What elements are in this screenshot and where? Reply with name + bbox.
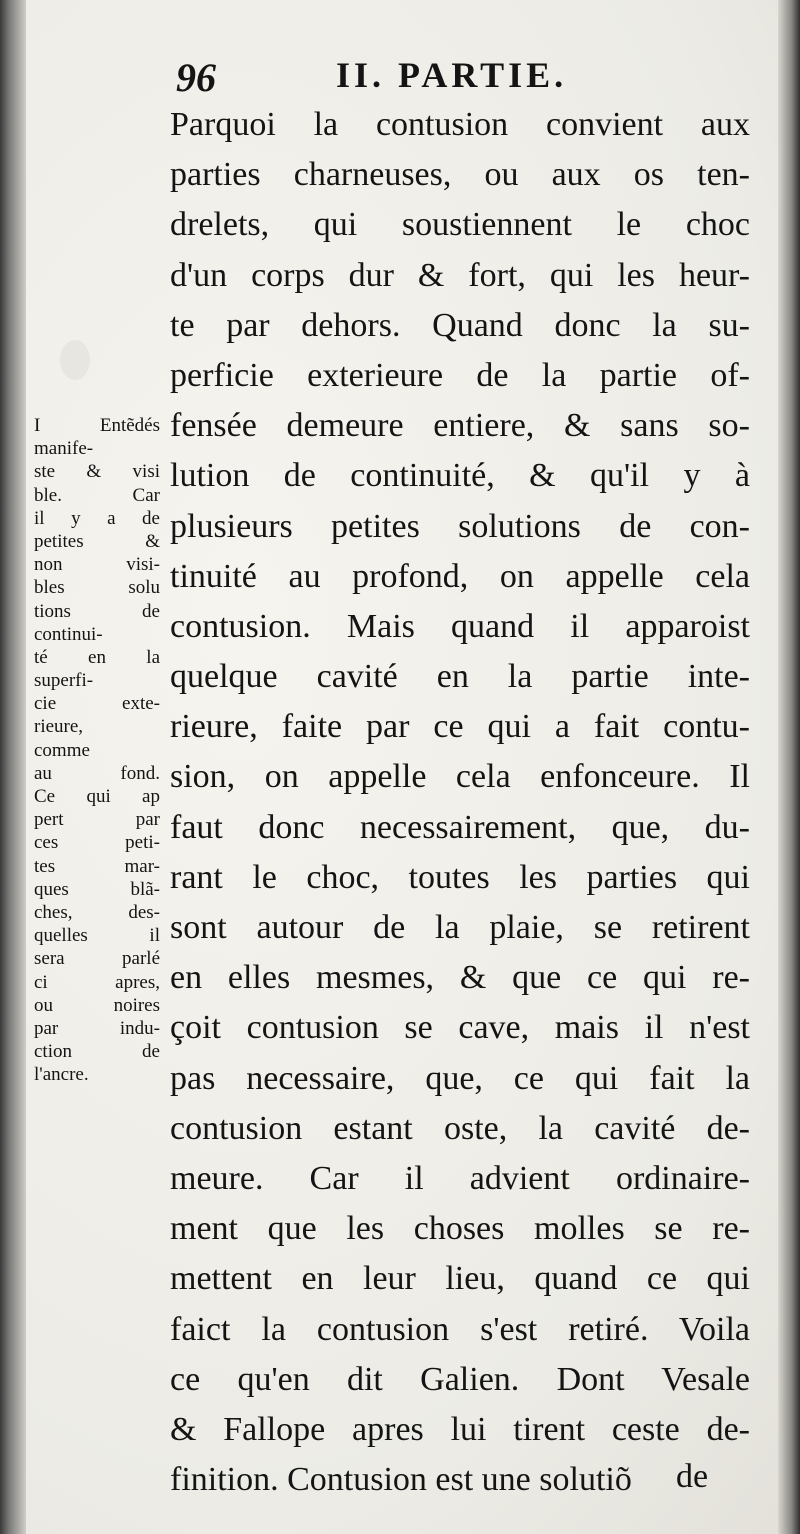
text-line: çoit contusion se cave, mais il n'est <box>170 1009 750 1047</box>
margin-note-line: quelles il <box>34 925 160 947</box>
margin-note-line: ci apres, <box>34 971 160 993</box>
text-line: meure. Car il advient ordinaire- <box>170 1159 750 1197</box>
text-line: fensée demeure entiere, & sans so- <box>170 407 750 445</box>
margin-note-line: ques blã- <box>34 878 160 900</box>
text-line: sion, on appelle cela enfonceure. Il <box>170 758 750 796</box>
text-line: en elles mesmes, & que ce qui re- <box>170 959 750 997</box>
margin-note-line: ste & visi <box>34 461 160 483</box>
text-line: contusion. Mais quand il apparoist <box>170 607 750 645</box>
text-line: te par dehors. Quand donc la su- <box>170 306 750 344</box>
margin-note-line: il y a de <box>34 507 160 529</box>
margin-note-line: non visi- <box>34 554 160 576</box>
margin-note-line: pert par <box>34 809 160 831</box>
margin-note-line: ction de <box>34 1041 160 1063</box>
margin-note-line: ou noires <box>34 994 160 1016</box>
text-line: faict la contusion s'est retiré. Voila <box>170 1310 750 1348</box>
margin-note-line: té en la <box>34 646 160 668</box>
margin-note-line: petites & <box>34 530 160 552</box>
main-text-block <box>170 100 750 1505</box>
margin-note-line: sera parlé <box>34 948 160 970</box>
text-line: Parquoi la contusion convient aux <box>170 106 750 143</box>
text-line: d'un corps dur & fort, qui les heur- <box>170 256 750 294</box>
text-line: contusion estant oste, la cavité de- <box>170 1109 750 1147</box>
text-line: perficie exterieure de la partie of- <box>170 356 750 394</box>
margin-note-line: au fond. <box>34 762 160 784</box>
margin-note-line: l'ancre. <box>34 1064 89 1086</box>
running-head: II. PARTIE. <box>336 55 568 95</box>
margin-note-line: ble. Car <box>34 484 160 506</box>
text-line: quelque cavité en la partie inte- <box>170 658 750 696</box>
margin-note <box>34 414 160 1086</box>
text-line: sont autour de la plaie, se retirent <box>170 909 750 946</box>
text-line: plusieurs petites solutions de con- <box>170 507 750 545</box>
margin-note-line: comme <box>34 739 90 761</box>
text-line: parties charneuses, ou aux os ten- <box>170 156 750 194</box>
catchword: de <box>676 1458 709 1495</box>
text-line: mettent en leur lieu, quand ce qui <box>170 1260 750 1298</box>
margin-note-line: tes mar- <box>34 855 160 877</box>
text-line: ce qu'en dit Galien. Dont Vesale <box>170 1360 750 1398</box>
margin-note-line: par indu- <box>34 1017 160 1039</box>
text-line: rieure, faite par ce qui a fait contu- <box>170 708 750 746</box>
page-right-edge-shadow <box>778 0 800 1534</box>
text-line: finition. Contusion est une solutiõ <box>170 1461 632 1499</box>
margin-note-line: manife- <box>34 438 94 460</box>
text-line: rant le choc, toutes les parties qui <box>170 858 750 896</box>
text-line: & Fallope apres lui tirent ceste de- <box>170 1410 750 1448</box>
margin-note-line: bles solu <box>34 577 160 599</box>
margin-note-line: Ce qui ap <box>34 786 160 807</box>
margin-note-line: ces peti- <box>34 832 160 854</box>
margin-note-line: rieure, <box>34 716 84 738</box>
text-line: faut donc necessairement, que, du- <box>170 808 750 846</box>
margin-note-line: ches, des- <box>34 901 160 923</box>
text-line: ment que les choses molles se re- <box>170 1210 750 1248</box>
margin-note-line: cie exte- <box>34 693 160 715</box>
text-line: drelets, qui soustiennent le choc <box>170 206 750 244</box>
margin-note-line: tions de <box>34 600 160 622</box>
text-line: tinuité au profond, on appelle cela <box>170 557 750 595</box>
margin-note-line: superfi- <box>34 670 94 692</box>
text-line: lution de continuité, & qu'il y à <box>170 457 750 495</box>
margin-note-line: I Entẽdés <box>34 415 160 436</box>
page-header <box>176 52 736 102</box>
page-left-edge-shadow <box>0 0 26 1534</box>
paper-smudge <box>60 340 90 380</box>
text-line: pas necessaire, que, ce qui fait la <box>170 1059 750 1097</box>
page-number: 96 <box>176 55 216 100</box>
margin-note-line: continui- <box>34 623 103 645</box>
